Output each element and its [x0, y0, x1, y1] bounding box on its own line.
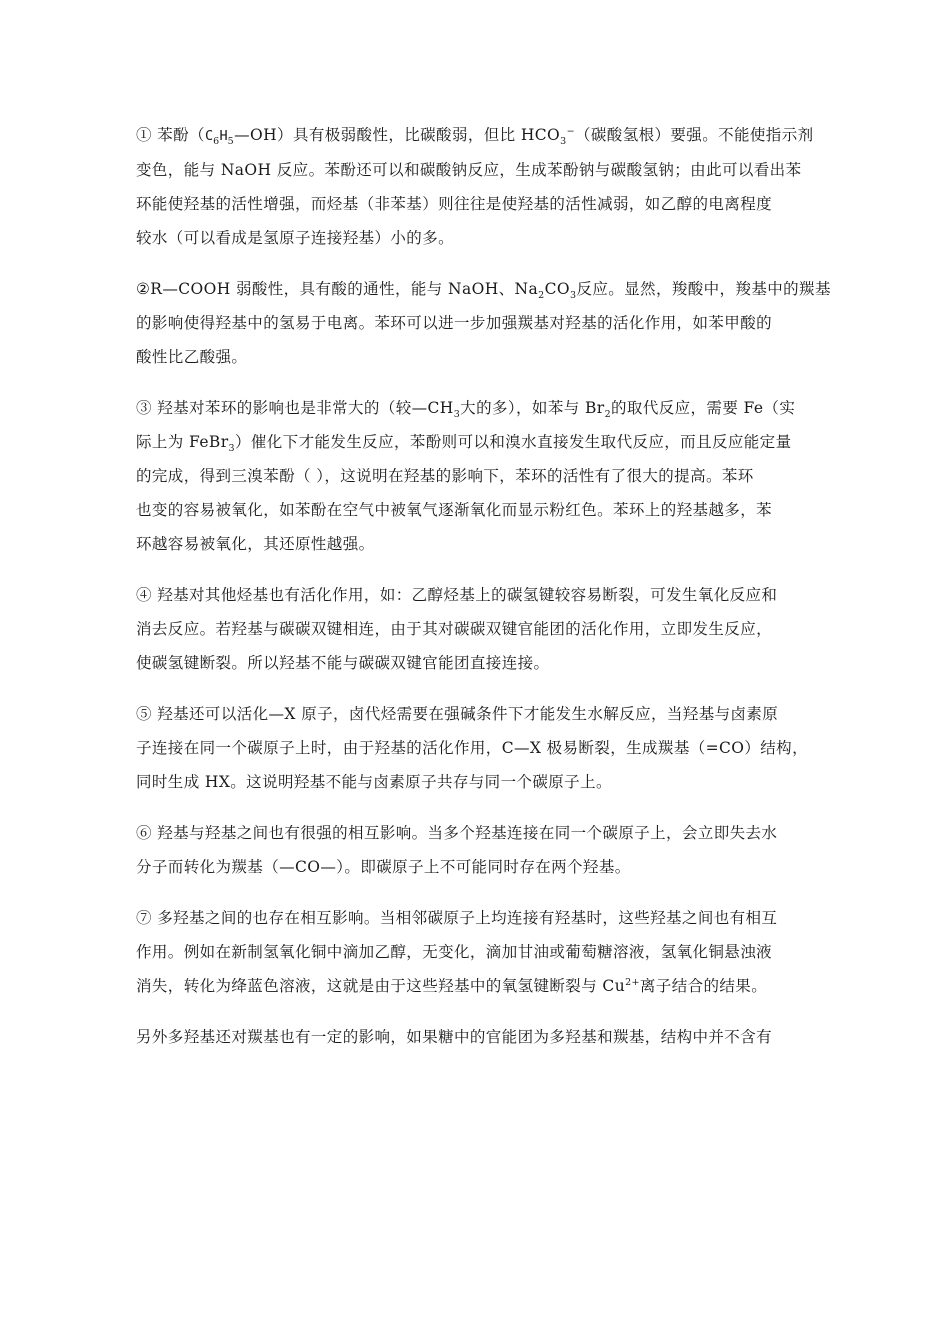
text-run: CO: [544, 280, 570, 298]
formula-text: H: [219, 128, 228, 144]
text-run: 消失，转化为绛蓝色溶液，这就是由于这些羟基中的氧氢键断裂与 Cu: [136, 977, 626, 995]
subscript: 2: [538, 290, 545, 302]
text-line: [136, 272, 831, 306]
subscript: 3: [453, 409, 461, 421]
text-run: ②R—COOH 弱酸性，具有酸的通性，能与 NaOH、Na: [136, 280, 539, 298]
text-run: 反应。显然，羧酸中，羧基中的羰基: [576, 280, 831, 298]
text-line: 的影响使得羟基中的氢易于电离。苯环可以进一步加强羰基对羟基的活化作用，如苯甲酸的: [136, 314, 773, 332]
paragraph-polyhydroxyl: [136, 901, 826, 1003]
text-line: 环能使羟基的活性增强，而烃基（非苯基）则往往是使羟基的活性减弱，如乙醇的电离程度: [136, 195, 773, 213]
text-line: 另外多羟基还对羰基也有一定的影响，如果糖中的官能团为多羟基和羰基，结构中并不含有: [136, 1028, 773, 1046]
text-line: 使碳氢键断裂。所以羟基不能与碳碳双键官能团直接连接。: [136, 654, 550, 672]
paragraph-phenol: [136, 118, 826, 255]
text-line: 较水（可以看成是氢原子连接羟基）小的多。: [136, 229, 455, 247]
text-line: [136, 969, 826, 1003]
text-run: 际上为 FeBr: [136, 433, 229, 451]
text-line: 作用。例如在新制氢氧化铜中滴加乙醇，无变化，滴加甘油或葡萄糖溶液，氢氧化铜悬浊液: [136, 943, 773, 961]
subscript: 5: [227, 136, 235, 148]
subscript: 3: [228, 443, 235, 455]
superscript: 2+: [625, 976, 640, 988]
text-run: 大的多），如苯与 Br: [460, 399, 605, 417]
text-line: ⑦ 多羟基之间的也存在相互影响。当相邻碳原子上均连接有羟基时，这些羟基之间也有相互: [136, 909, 778, 927]
subscript: 6: [213, 136, 220, 148]
text-line: 变色，能与 NaOH 反应。苯酚还可以和碳酸钠反应，生成苯酚钠与碳酸氢钠；由此可以看出苯: [136, 161, 802, 179]
text-run: （碳酸氢根）要强。不能使指示剂: [575, 126, 814, 144]
text-line: 同时生成 HX。这说明羟基不能与卤素原子共存与同一个碳原子上。: [136, 773, 612, 791]
subscript: 3: [569, 290, 577, 302]
text-line: [136, 118, 826, 153]
text-run: 的取代反应，需要 Fe（实: [611, 399, 796, 417]
text-run: ③ 羟基对苯环的影响也是非常大的（较—CH: [136, 399, 454, 417]
text-line: [136, 391, 826, 425]
text-line: 消去反应。若羟基与碳碳双键相连，由于其对碳碳双键官能团的活化作用，立即发生反应，: [136, 620, 773, 638]
paragraph-carboxylic-acid: [136, 272, 831, 374]
text-line: ⑥ 羟基与羟基之间也有很强的相互影响。当多个羟基连接在同一个碳原子上，会立即失去水: [136, 824, 778, 842]
formula-text: C: [204, 128, 214, 144]
text-line: 酸性比乙酸强。: [136, 348, 248, 366]
text-line: 也变的容易被氧化，如苯酚在空气中被氧气逐渐氧化而显示粉红色。苯环上的羟基越多，苯: [136, 501, 773, 519]
paragraph-polyhydroxyl-carbonyl: [136, 1020, 826, 1054]
paragraph-halogen: [136, 697, 826, 799]
paragraph-hydroxyl-activation: [136, 578, 826, 680]
text-run: —OH）具有极弱酸性，比碳酸弱，但比 HCO: [234, 126, 561, 144]
text-line: 子连接在同一个碳原子上时，由于羟基的活化作用，C—X 极易断裂，生成羰基（=CO）结构，: [136, 739, 808, 757]
text-line: ④ 羟基对其他烃基也有活化作用，如：乙醇烃基上的碳氢键较容易断裂，可发生氧化反应和: [136, 586, 778, 604]
text-line: 分子而转化为羰基（—CO—）。即碳原子上不可能同时存在两个羟基。: [136, 858, 631, 876]
text-line: 环越容易被氧化，其还原性越强。: [136, 535, 375, 553]
superscript: −: [566, 125, 575, 137]
paragraph-hydroxyl-on-benzene: [136, 391, 826, 561]
subscript: 2: [604, 409, 612, 421]
text-line: ⑤ 羟基还可以活化—X 原子，卤代烃需要在强碱条件下才能发生水解反应，当羟基与卤素原: [136, 705, 779, 723]
text-run: 离子结合的结果。: [639, 977, 768, 995]
text-line: 的完成，得到三溴苯酚（ ），这说明在羟基的影响下，苯环的活性有了很大的提高。苯环: [136, 467, 754, 485]
text-line: [136, 425, 826, 459]
document-body: [136, 118, 831, 1071]
text-run: ① 苯酚（: [136, 126, 205, 144]
paragraph-hydroxyl-hydroxyl: [136, 816, 826, 884]
subscript: 3: [560, 136, 567, 148]
text-run: ）催化下才能发生反应，苯酚则可以和溴水直接发生取代反应，而且反应能定量: [234, 433, 792, 451]
